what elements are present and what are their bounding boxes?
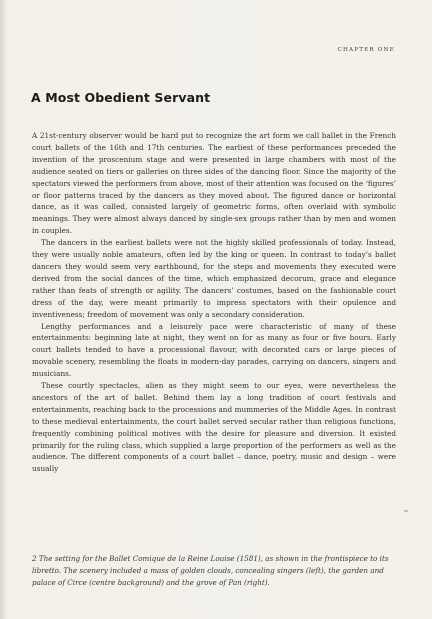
page-speck	[404, 510, 408, 512]
paragraph-3: Lengthy performances and a leisurely pace were characteristic of many of these entertainments: beginning late at night, they went on for as many as four or five hours. Early court ballets tended to have a processional flavour, with decorated cars or large pieces of movable scenery, resembling the floats in modern-day parades, carrying on dancers, singers and musicians.	[32, 321, 396, 379]
paragraph-1: A 21st-century observer would be hard put to recognize the art form we call ballet in the French court ballets of the 16th and 17th centuries. The earliest of these performances preceded the invention of the proscenium stage and were presented in large chambers with most of the audience seated on tiers or galleries on three sides of the dancing floor. Since the majority of the spectators viewed the performers from above, most of their attention was focused on the ‘figures’ or floor patterns traced by the dancers as they moved about. The figured dance or horizontal dance, as it was called, consisted largely of geometric forms, often overlaid with symbolic meanings. They were almost always danced by single-sex groups rather than by men and women in couples.	[32, 131, 396, 236]
paragraph-4: These courtly spectacles, alien as they might seem to our eyes, were nevertheless the ancestors of the art of ballet. Behind them lay a long tradition of court festivals and entertainments, reaching back to the processions and mummeries of the Middle Ages. In contrast to these medieval entertainments, the court ballet served secular rather than religious functions, frequently combining political motives with the desire for pleasure and diversion. It existed primarily for the ruling class, which supplied a large proportion of the performers as well as the audience. The different components of a court ballet – dance, poetry, music and design – were usually	[32, 381, 396, 474]
body-text	[32, 130, 396, 475]
binding-shadow	[0, 0, 6, 619]
section-heading: A Most Obedient Servant	[31, 90, 211, 105]
chapter-label: CHAPTER ONE	[337, 47, 395, 53]
figure-caption: 2 The setting for the Ballet Comique de la Reine Louise (1581), as shown in the frontispiece to its libretto. The scenery included a mass of golden clouds, concealing singers (left), the garden and palace of Circe (centre background) and the grove of Pan (right).	[32, 554, 389, 587]
paragraph-2: The dancers in the earliest ballets were not the highly skilled professionals of today. Instead, they were usually noble amateurs, often led by the king or queen. In contrast to today’s ballet dancers they would seem very earthbound, for the steps and movements they executed were derived from the social dances of the time, which emphasized decorum, grace and elegance rather than feats of strength or agility. The dancers’ costumes, based on the fashionable court dress of the day, were meant primarily to impress spectators with their opulence and inventiveness; freedom of movement was only a secondary consideration.	[32, 238, 396, 319]
